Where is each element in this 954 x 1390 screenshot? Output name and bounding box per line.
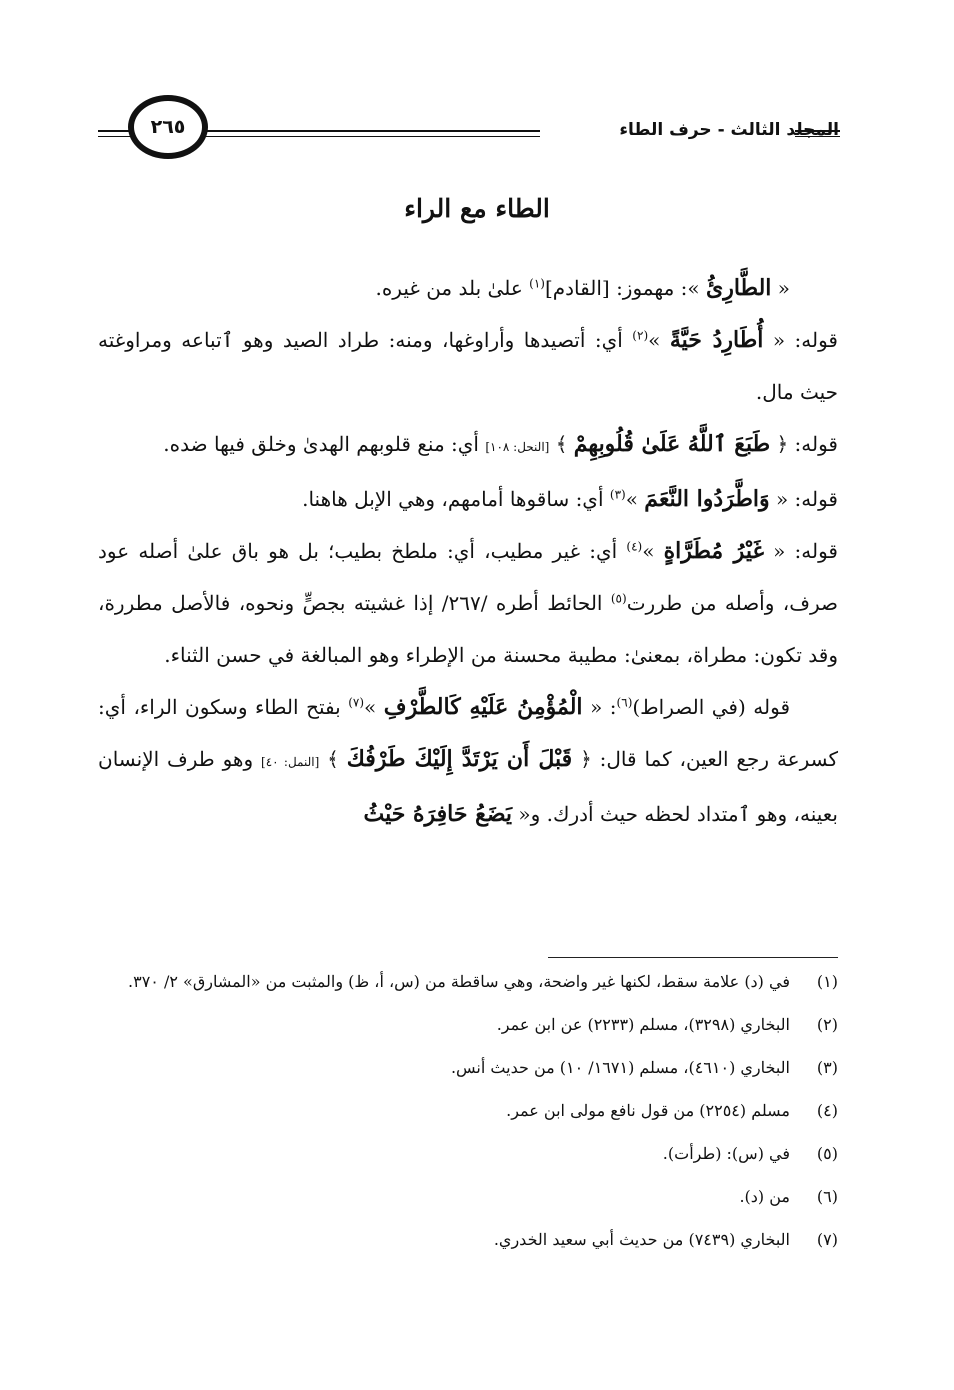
page-number-ring [128, 95, 208, 159]
quran-quote: قَبْلَ أَن يَرْتَدَّ إِلَيْكَ طَرْفُكَ [346, 746, 573, 772]
headword: وَاطَّرَدُوا النَّعَمَ [644, 486, 770, 512]
footnote [98, 1183, 838, 1211]
footnote [98, 1226, 838, 1254]
entry-paragraph: قوله: « وَاطَّرَدُوا النَّعَمَ »$^{(٣)}$ أي: ساقوها أمامهم، وهي الإبل هاهنا. [302, 486, 838, 512]
footnote-marker: (٣) [609, 487, 626, 502]
footnote [98, 1097, 838, 1125]
footnote-number: (٢) [816, 1015, 838, 1034]
entry-paragraph: قوله: ﴿ طَبَعَ ٱللَّهُ عَلَىٰ قُلُوبِهِمْ ﴾ [النحل: ١٠٨] أي: منع قلوبهم الهدىٰ وخلق فيها ضده. [163, 431, 838, 457]
footnote-marker: (٥) [610, 591, 627, 606]
footnote-number: (٥) [816, 1144, 838, 1163]
headword: يَضَعُ حَافِرَهُ حَيْثُ [363, 801, 513, 827]
footnotes [98, 968, 838, 1269]
footnote-separator [548, 957, 838, 958]
footnote-marker: (٤) [626, 539, 643, 554]
footnote-marker: (٢) [632, 328, 649, 343]
footnote-marker: (٧) [348, 695, 365, 710]
headword: أُطَارِدُ حَيَّةً [669, 327, 764, 353]
footnote-marker: (١) [529, 276, 545, 291]
footnote-number: (١) [816, 972, 838, 991]
entry-paragraph: قوله: « أُطَارِدُ حَيَّةً »$^{(٢)}$ أي: أتصيدها وأراوغها، ومنه: طراد الصيد وهو ٱتباعه ومراوغته حيث مال. [98, 327, 838, 404]
footnote-text: في (د) علامة سقط، لكنها غير واضحة، وهي ساقطة من (س، أ، ظ) والمثبت من «المشارق» ٢/ ٣٧٠. [128, 972, 790, 991]
section-title: الطاء مع الراء [404, 194, 550, 223]
footnote-text: البخاري (٤٦١٠)، مسلم (١٦٧١/ ١٠) من حديث أنس. [450, 1058, 790, 1077]
headword: الطَّارِئُ [705, 275, 772, 301]
entry-paragraph: قوله: « غَيْرُ مُطَرَّاةٍ »$^{(٤)}$ أي: غير مطيب، أي: ملطخ بطيب؛ بل هو باق علىٰ أصله عود صرف، وأصله من طررت$^{(٥)}$ الحائط أطره /٢٦٧/ إذا غشيته بجصٍّ ونحوه، فالأصل مطررة، وقد تكون: مطراة، بمعنىٰ: مطيبة محسنة من الإطراء وهو المبالغة في حسن الثناء. [98, 538, 838, 667]
footnote-number: (٣) [816, 1058, 838, 1077]
running-header: المجلد الثالث - حرف الطاء [619, 120, 839, 140]
quran-reference: [النحل: ١٠٨] [485, 440, 550, 454]
footnote [98, 1140, 838, 1168]
entry-paragraph: قوله (في الصراط)$^{(٦)}$: « الْمُؤْمِنُ عَلَيْهِ كَالطَّرْفِ »$^{(٧)}$ بفتح الطاء وسكون الراء، أي: كسرعة رجع العين، كما قال: ﴿ قَبْلَ أَن يَرْتَدَّ إِلَيْكَ طَرْفُكَ ﴾ [النمل: ٤٠] وهو طرف الإنسان بعينه، وهو ٱمتداد لحظه حيث أدرك. و« يَضَعُ حَافِرَهُ حَيْثُ [98, 694, 838, 827]
footnote [98, 1011, 838, 1039]
entry-paragraph: « الطَّارِئُ »: مهموز: [القادم]$^{(١)}$ علىٰ بلد من غيره. [375, 275, 790, 301]
header-rule-left [98, 130, 132, 132]
main-text [98, 262, 838, 840]
footnote-text: البخاري (٣٢٩٨)، مسلم (٢٢٣٣) عن ابن عمر. [496, 1015, 790, 1034]
footnote-text: في (س): (طرأت). [662, 1144, 790, 1163]
header-rule-middle [205, 130, 540, 132]
page-number: ٢٦٥ [150, 116, 186, 138]
footnote-number: (٦) [816, 1187, 838, 1206]
footnote-text: من (د). [739, 1187, 790, 1206]
headword: غَيْرُ مُطَرَّاةٍ [663, 538, 764, 564]
footnote [98, 1054, 838, 1082]
footnote-marker: (٦) [616, 695, 633, 710]
header-rule-left-thin [98, 136, 132, 137]
quran-reference: [النمل: ٤٠] [261, 755, 320, 769]
footnote [98, 968, 838, 996]
footnote-number: (٧) [816, 1230, 838, 1249]
footnote-text: البخاري (٧٤٣٩) من حديث أبي سعيد الخدري. [493, 1230, 790, 1249]
footnote-number: (٤) [816, 1101, 838, 1120]
quran-quote: طَبَعَ ٱللَّهُ عَلَىٰ قُلُوبِهِمْ [573, 431, 771, 457]
header-rule-middle-thin [205, 136, 540, 137]
headword: الْمُؤْمِنُ عَلَيْهِ كَالطَّرْفِ [383, 694, 583, 720]
footnote-text: مسلم (٢٢٥٤) من قول نافع مولى ابن عمر. [506, 1101, 790, 1120]
